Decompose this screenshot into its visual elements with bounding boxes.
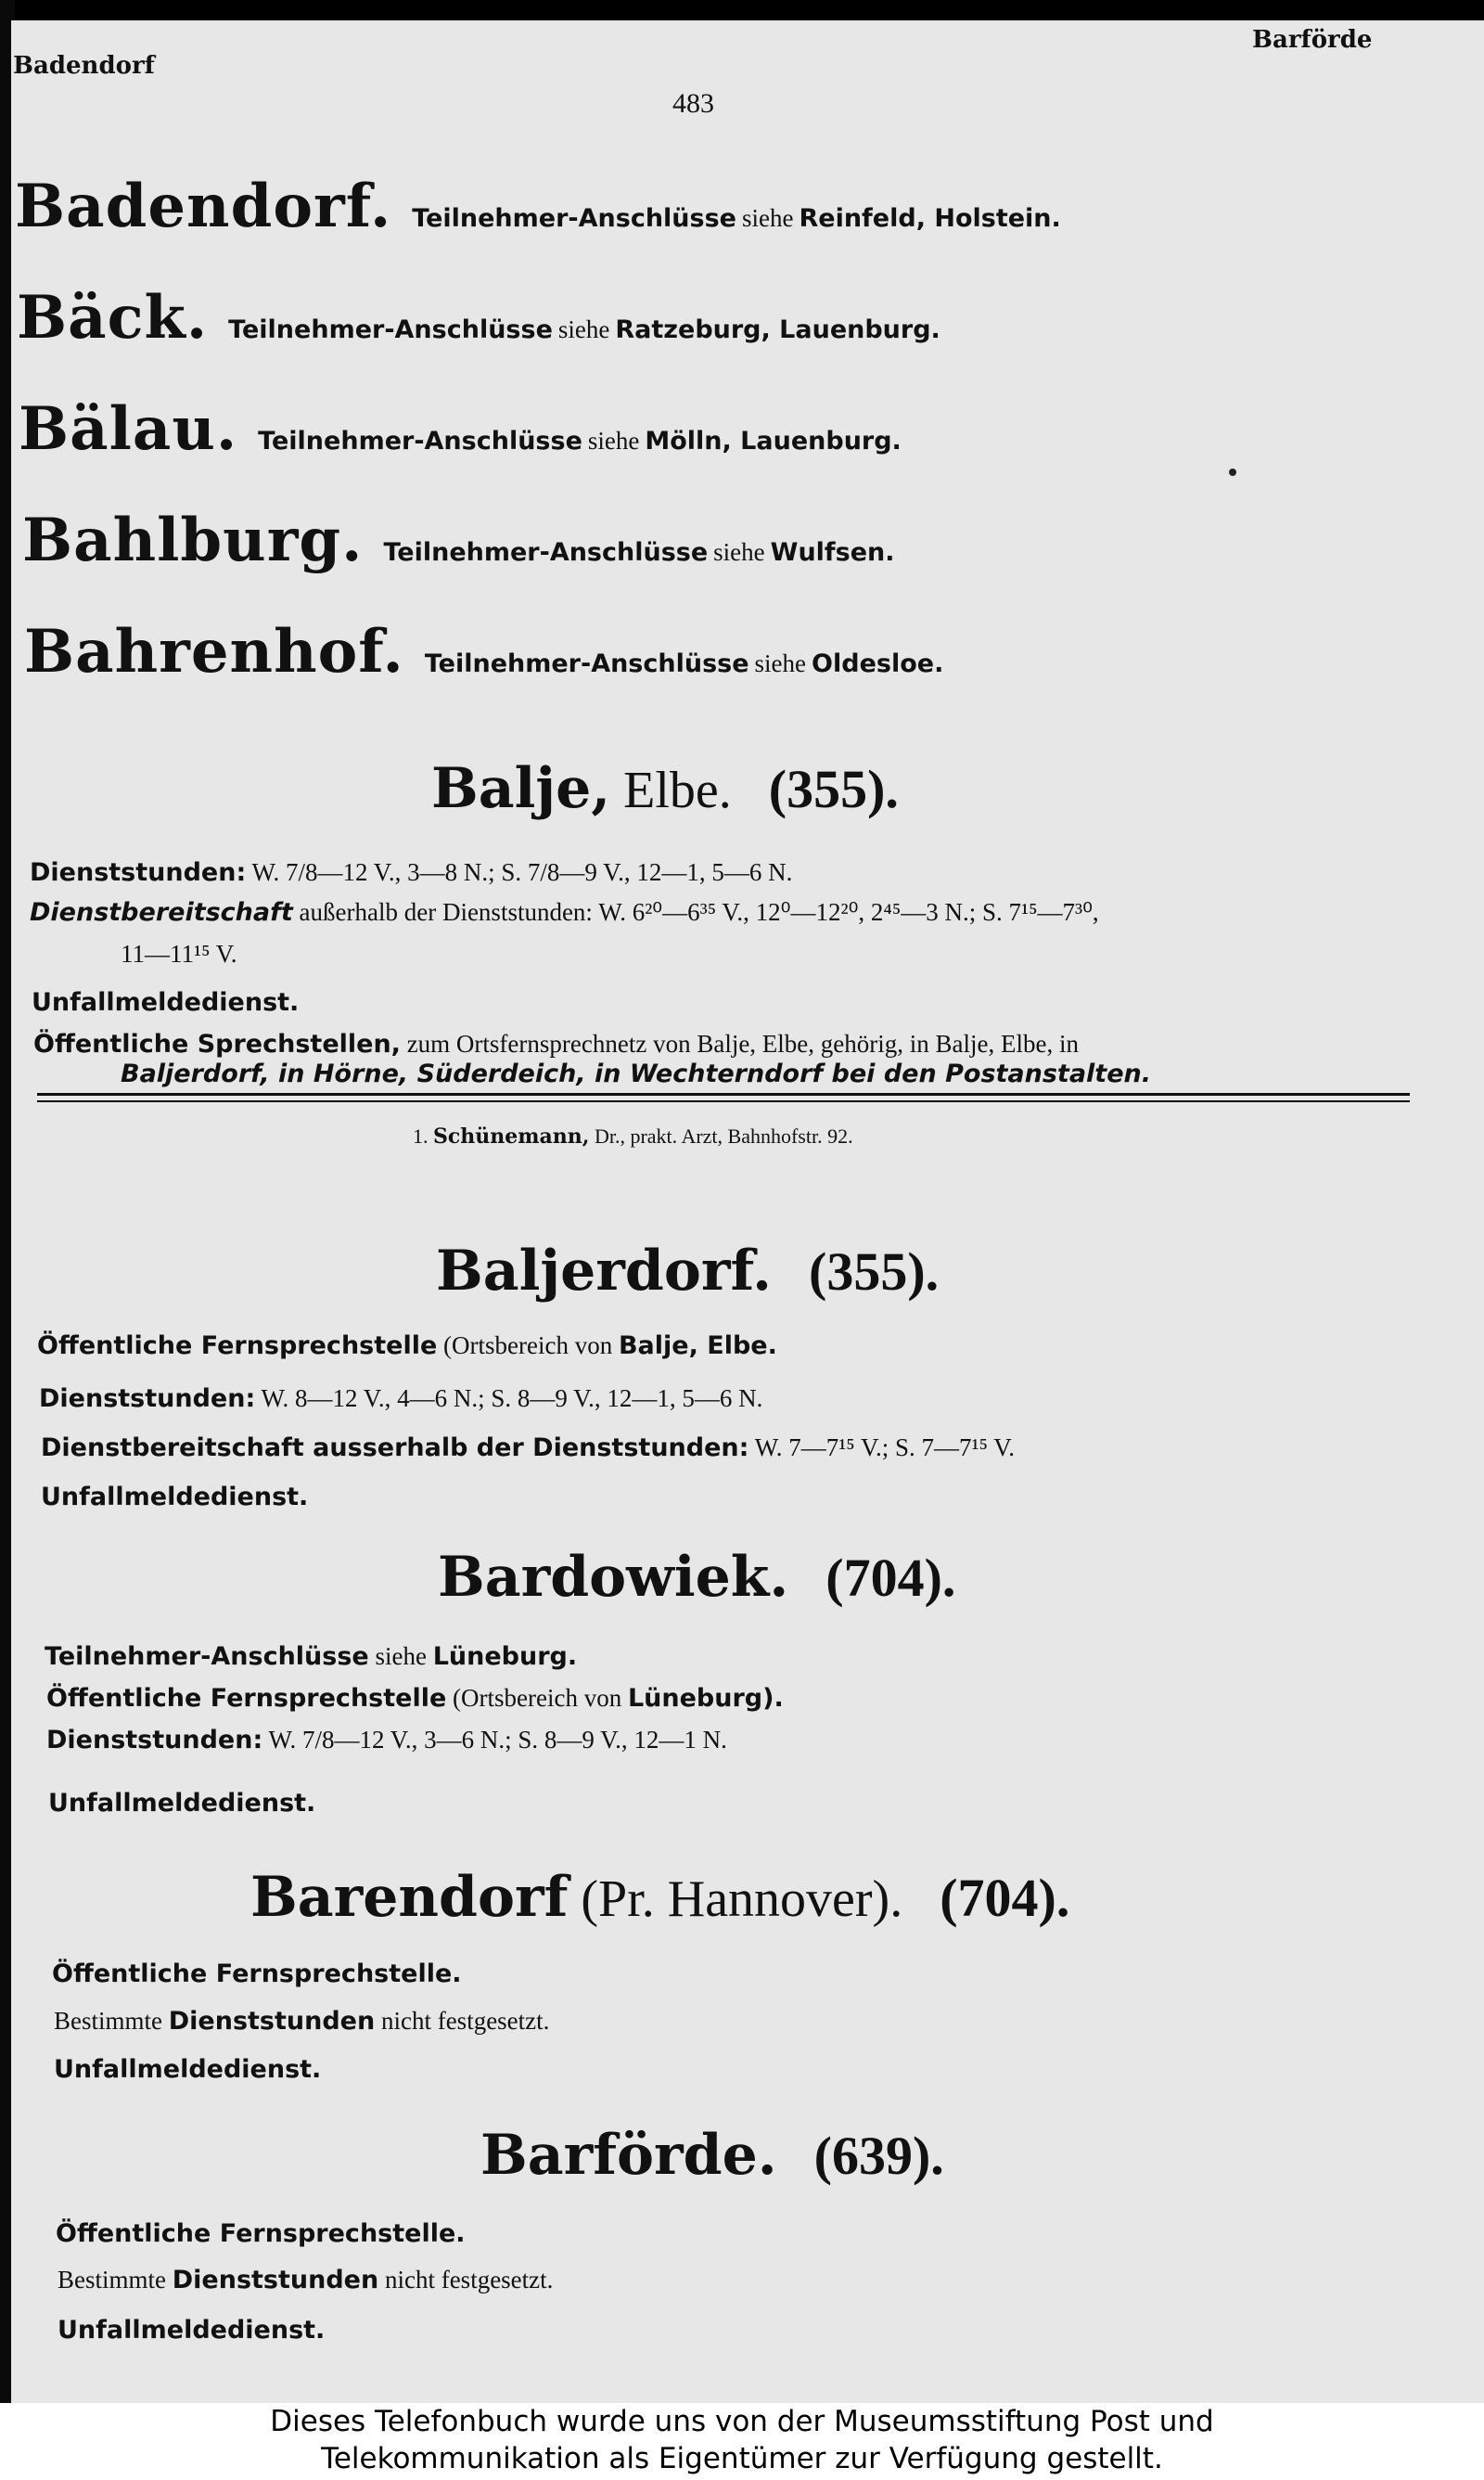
place-name: Barförde. <box>480 2123 777 2188</box>
reference-label: Teilnehmer-Anschlüsse <box>424 649 749 678</box>
network-code: (639). <box>813 2126 944 2186</box>
reference-label: Teilnehmer-Anschlüsse <box>383 538 709 567</box>
listing-details: Dr., prakt. Arzt, Bahnhofstr. 92. <box>594 1124 853 1148</box>
place-name: Bahrenhof. <box>24 617 404 687</box>
section-title-baljerdorf <box>436 1239 939 1304</box>
public-station: Öffentliche Fernsprechstelle (Ortsbereich von Lüneburg). <box>46 1684 784 1713</box>
reference-target: Ratzeburg, Lauenburg. <box>615 315 940 344</box>
section-title-balje <box>431 756 899 821</box>
siehe-word: siehe <box>754 649 807 677</box>
service-hours-note: Bestimmte Dienststunden nicht festgesetzt. <box>58 2266 554 2294</box>
double-rule-top <box>37 1093 1410 1096</box>
standby-hours: Dienstbereitschaft ausserhalb der Dienststunden: W. 7—7¹⁵ V.; S. 7—7¹⁵ V. <box>41 1433 1016 1462</box>
place-name: Bardowiek. <box>438 1545 789 1610</box>
running-header-left: Badendorf <box>13 52 155 80</box>
reference-target: Reinfeld, Holstein. <box>799 204 1061 233</box>
reference-target: Oldesloe. <box>812 649 944 678</box>
siehe-word: siehe <box>587 427 640 455</box>
siehe-word: siehe <box>557 315 610 343</box>
public-station: Öffentliche Fernsprechstelle (Ortsbereich von Balje, Elbe. <box>37 1331 777 1360</box>
place-name: Badendorf. <box>15 172 392 241</box>
place-name: Bäck. <box>17 283 209 353</box>
service-hours: Dienststunden: W. 7/8—12 V., 3—6 N.; S. 8—9 V., 12—1 N. <box>46 1726 727 1754</box>
double-rule-bottom <box>37 1100 1410 1102</box>
accident-service: Unfallmeldedienst. <box>41 1483 309 1511</box>
public-stations: Öffentliche Sprechstellen, zum Ortsfernsprechnetz von Balje, Elbe, gehörig, in Balje, Elbe, in <box>33 1030 1079 1059</box>
standby-hours: Dienstbereitschaft außerhalb der Dienststunden: W. 6²⁰—6³⁵ V., 12⁰—12²⁰, 2⁴⁵—3 N.; S. 7¹⁵—7³⁰, <box>30 898 1099 927</box>
siehe-word: siehe <box>713 538 765 566</box>
reference-entry <box>24 617 943 687</box>
footer-line-2: Telekommunikation als Eigentümer zur Verfügung gestellt. <box>321 2442 1163 2475</box>
standby-hours-cont: 11—11¹⁵ V. <box>121 940 237 968</box>
reference-entry <box>15 172 1061 241</box>
place-region: (Pr. Hannover). <box>581 1870 903 1928</box>
public-station: Öffentliche Fernsprechstelle. <box>56 2219 466 2248</box>
place-name: Bahlburg. <box>22 506 364 575</box>
page-number: 483 <box>672 88 714 119</box>
paper-sheet <box>11 20 1484 2403</box>
listing-number: 1. <box>413 1124 429 1148</box>
public-station: Öffentliche Fernsprechstelle. <box>52 1960 462 1988</box>
reference-label: Teilnehmer-Anschlüsse <box>258 427 582 456</box>
place-name: Barendorf <box>250 1865 569 1930</box>
reference-entry <box>19 394 902 464</box>
listing-name: Schünemann, <box>433 1124 590 1149</box>
section-title-bardowiek <box>438 1545 955 1610</box>
reference-target: Mölln, Lauenburg. <box>645 427 902 456</box>
service-hours: Dienststunden: W. 8—12 V., 4—6 N.; S. 8—9 V., 12—1, 5—6 N. <box>39 1384 763 1413</box>
subscriber-reference: Teilnehmer-Anschlüsse siehe Lüneburg. <box>45 1642 578 1671</box>
place-name: Baljerdorf. <box>436 1239 773 1304</box>
subscriber-listing <box>413 1124 853 1149</box>
reference-entry <box>17 283 940 353</box>
accident-service: Unfallmeldedienst. <box>32 988 300 1017</box>
running-header-right: Barförde <box>1252 26 1373 54</box>
footer-line-1: Dieses Telefonbuch wurde uns von der Museumsstiftung Post und <box>270 2405 1214 2438</box>
section-title-barfoerde <box>480 2123 944 2188</box>
reference-label: Teilnehmer-Anschlüsse <box>412 204 736 233</box>
place-region: Elbe. <box>623 762 732 819</box>
network-code: (704). <box>825 1548 956 1608</box>
siehe-word: siehe <box>741 204 794 232</box>
service-hours: Dienststunden: W. 7/8—12 V., 3—8 N.; S. 7/8—9 V., 12—1, 5—6 N. <box>30 858 793 887</box>
provenance-footer <box>0 2403 1484 2480</box>
reference-entry <box>22 506 895 575</box>
ink-speck <box>1229 469 1236 476</box>
public-stations-cont: Baljerdorf, in Hörne, Süderdeich, in Wechterndorf bei den Postanstalten. <box>121 1060 1152 1088</box>
section-title-barendorf <box>250 1865 1069 1930</box>
network-code: (355). <box>809 1241 940 1302</box>
service-hours-note: Bestimmte Dienststunden nicht festgesetzt. <box>54 2007 550 2036</box>
network-code: (355). <box>768 759 899 819</box>
reference-label: Teilnehmer-Anschlüsse <box>228 315 553 344</box>
place-name: Bälau. <box>19 394 238 464</box>
accident-service: Unfallmeldedienst. <box>54 2055 322 2084</box>
reference-target: Wulfsen. <box>770 538 895 567</box>
network-code: (704). <box>940 1868 1070 1928</box>
place-name: Balje, <box>431 756 611 821</box>
accident-service: Unfallmeldedienst. <box>58 2316 326 2345</box>
accident-service: Unfallmeldedienst. <box>48 1789 316 1818</box>
